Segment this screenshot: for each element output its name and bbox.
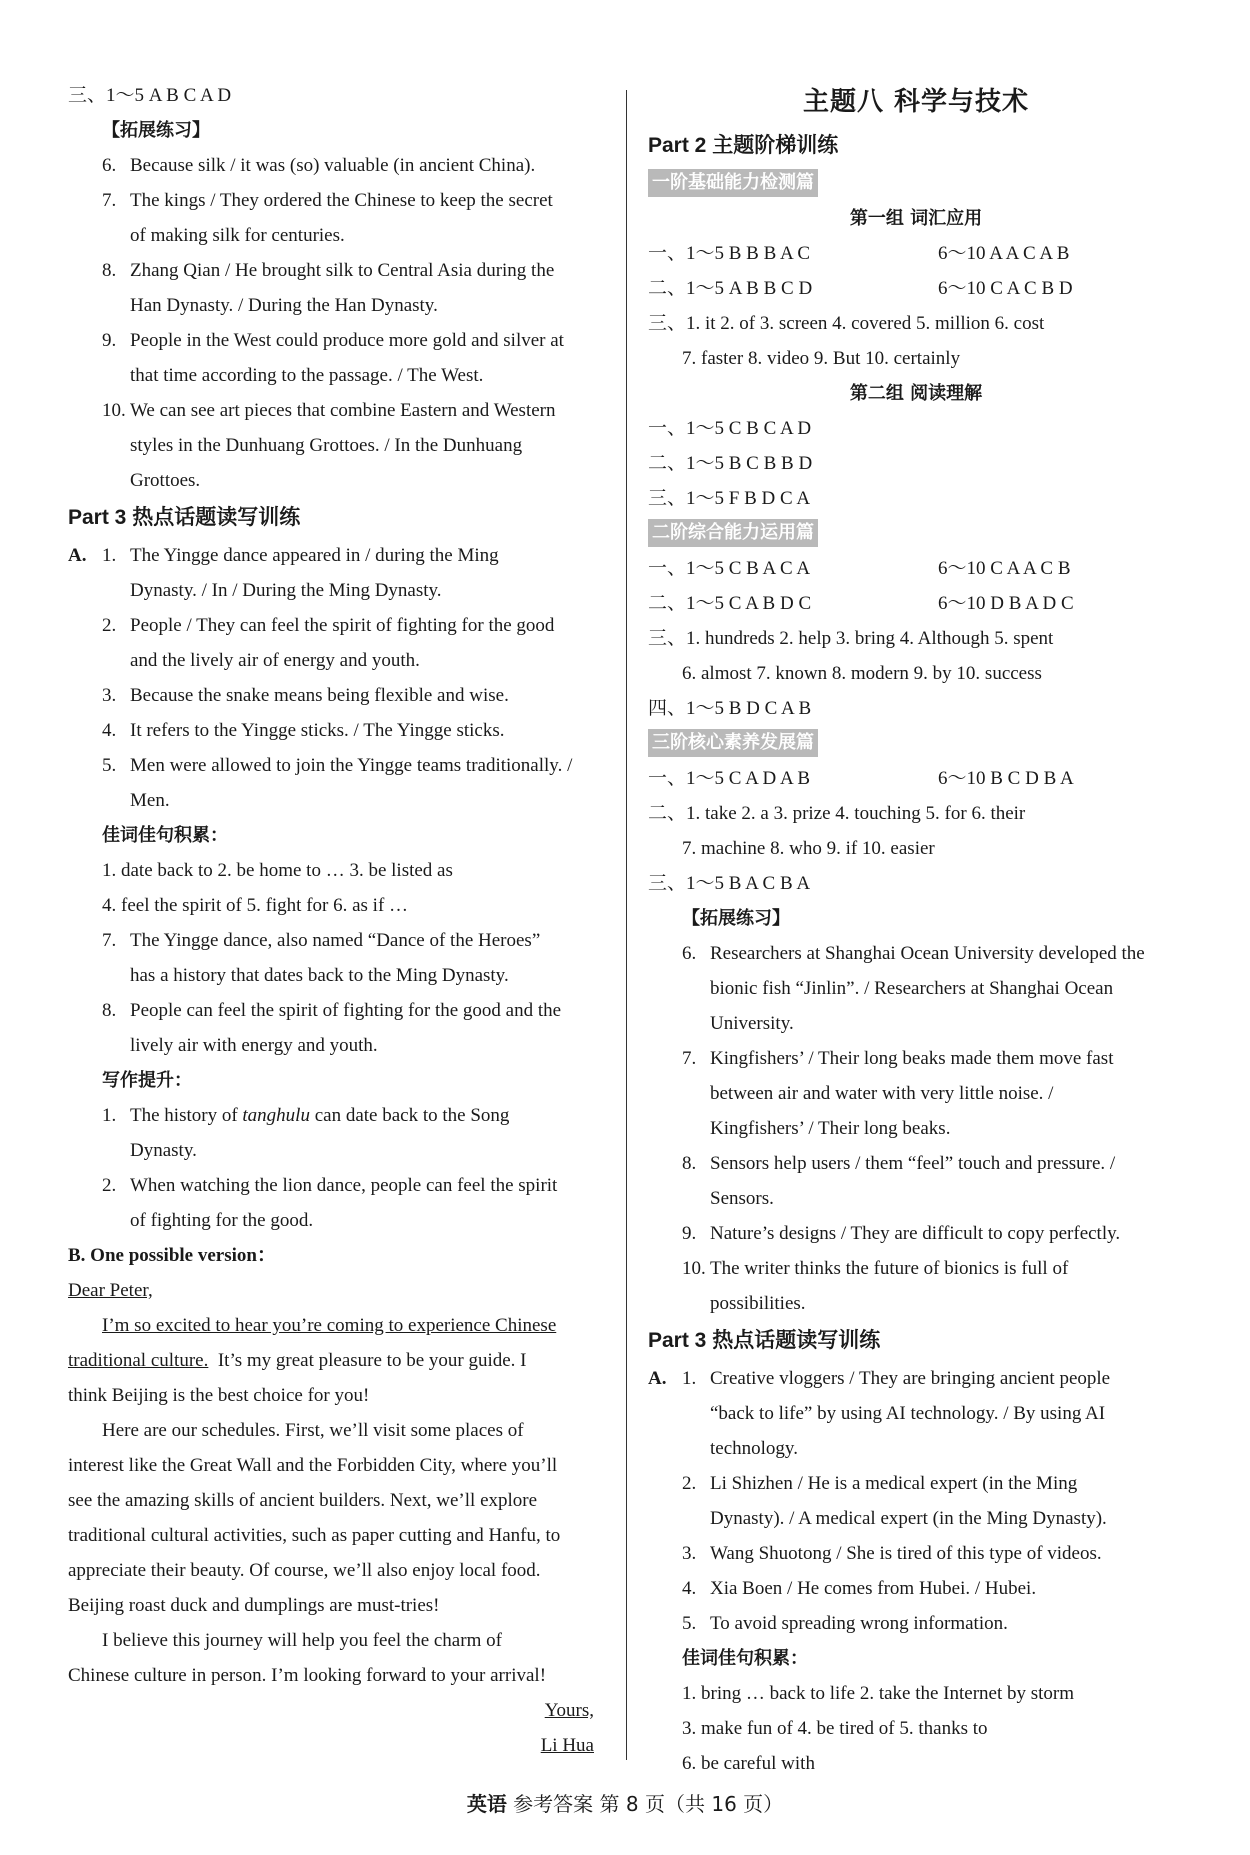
item-text: The Yingge dance, also named “Dance of the Heroes”	[130, 930, 541, 951]
section-label: 【拓展练习】	[102, 120, 210, 141]
item-line	[68, 1133, 604, 1168]
answer-a: 一、1～5 C A D A B	[648, 768, 811, 789]
item-text: People / They can feel the spirit of fighting for the good	[130, 615, 555, 636]
group-title: 第二组 阅读理解	[849, 383, 983, 404]
letter-line: Here are our schedules. First, we’ll visit some places of	[102, 1420, 524, 1441]
letter-line: traditional cultural activities, such as paper cutting and Hanfu, to	[68, 1525, 561, 1546]
item-text: To avoid spreading wrong information.	[710, 1613, 1008, 1634]
item-line	[68, 748, 604, 783]
item-line	[648, 1466, 1184, 1501]
item-line	[68, 463, 604, 498]
item-line	[68, 323, 604, 358]
answer-b: 6～10 C A A C B	[938, 558, 1071, 579]
letter-closing: Yours,	[544, 1700, 594, 1721]
item-line	[68, 1203, 604, 1238]
answer-b: 6～10 C A C B D	[938, 278, 1073, 299]
item-text: Li Shizhen / He is a medical expert (in the Ming	[710, 1473, 1078, 1494]
item-number: 1.	[102, 1105, 117, 1126]
phrase-line: 1. bring … back to life 2. take the Internet by storm	[682, 1683, 1075, 1704]
item-line	[68, 428, 604, 463]
item-text: Men were allowed to join the Yingge teams traditionally. /	[130, 755, 573, 776]
item-text: Men.	[130, 790, 170, 811]
item-line	[68, 358, 604, 393]
item-number: 6.	[102, 155, 117, 176]
item-text: that time according to the passage. / The West.	[130, 365, 484, 386]
item-text: The kings / They ordered the Chinese to keep the secret	[130, 190, 553, 211]
item-text: Wang Shuotong / She is tired of this type of videos.	[710, 1543, 1102, 1564]
text-part: can date back to the Song	[309, 1105, 510, 1126]
item-text: Because silk / it was (so) valuable (in ancient China).	[130, 155, 536, 176]
answer-a: 二、1～5 A B B C D	[648, 278, 813, 299]
item-text: People in the West could produce more gold and silver at	[130, 330, 564, 351]
section-label: 佳词佳句积累：	[102, 825, 228, 846]
item-text: between air and water with very little noise. /	[710, 1083, 1054, 1104]
footer-page-info: 参考答案 第 8 页（共 16 页）	[506, 1792, 784, 1816]
section-heading: B. One possible version：	[68, 1245, 276, 1266]
item-line	[68, 958, 604, 993]
answer-line: 三、1. it 2. of 3. screen 4. covered 5. million 6. cost	[648, 313, 1045, 334]
item-line	[648, 1501, 1184, 1536]
item-line	[648, 1111, 1184, 1146]
item-line	[648, 1396, 1184, 1431]
item-line	[68, 573, 604, 608]
letter-line: appreciate their beauty. Of course, we’ll also enjoy local food.	[68, 1560, 541, 1581]
item-text: Kingfishers’ / Their long beaks made them move fast	[710, 1048, 1114, 1069]
item-line	[648, 1006, 1184, 1041]
item-text: Sensors.	[710, 1188, 774, 1209]
answer-line	[648, 271, 1184, 306]
item-line	[648, 936, 1184, 971]
item-text: Kingfishers’ / Their long beaks.	[710, 1118, 951, 1139]
item-text	[130, 1168, 557, 1203]
item-text: of making silk for centuries.	[130, 225, 345, 246]
phrase-line: 1. date back to 2. be home to … 3. be listed as	[102, 860, 453, 881]
item-number: 9.	[682, 1223, 697, 1244]
item-line	[648, 1606, 1184, 1641]
item-line	[648, 1041, 1184, 1076]
item-line	[648, 1181, 1184, 1216]
item-line	[648, 1431, 1184, 1466]
item-number: 3.	[102, 685, 117, 706]
phrase-line: 6. be careful with	[682, 1753, 815, 1774]
section-heading: Part 3 热点话题读写训练	[68, 506, 301, 529]
answer-line: 一、1～5 C B C A D	[648, 418, 812, 439]
section-heading: Part 2 主题阶梯训练	[648, 134, 839, 157]
item-line	[68, 538, 604, 573]
letter-line: I’m so excited to hear you’re coming to experience Chinese	[102, 1315, 557, 1336]
item-number: 5.	[102, 755, 117, 776]
item-line	[648, 1076, 1184, 1111]
item-number: 7.	[102, 930, 117, 951]
item-number: 3.	[682, 1543, 697, 1564]
item-number: 8.	[102, 1000, 117, 1021]
answer-line: 三、1～5 F B D C A	[648, 488, 811, 509]
item-number: 4.	[102, 720, 117, 741]
item-line	[68, 643, 604, 678]
item-text: The Yingge dance appeared in / during the Ming	[130, 545, 499, 566]
letter-line: I believe this journey will help you feel the charm of	[102, 1630, 502, 1651]
answer-line: 7. machine 8. who 9. if 10. easier	[682, 838, 935, 859]
column-divider	[626, 90, 627, 1760]
item-text: Creative vloggers / They are bringing ancient people	[710, 1368, 1111, 1389]
phrase-accumulation	[68, 853, 604, 1063]
item-line	[68, 148, 604, 183]
item-text: People can feel the spirit of fighting for the good and the	[130, 1000, 562, 1021]
answer-line	[648, 586, 1184, 621]
item-text: Dynasty. / In / During the Ming Dynasty.	[130, 580, 442, 601]
item-text: University.	[710, 1013, 794, 1034]
item-line	[68, 993, 604, 1028]
band-row	[648, 726, 1184, 761]
text-part: The history of	[130, 1105, 243, 1126]
letter-greeting: Dear Peter,	[68, 1280, 153, 1301]
item-text: The writer thinks the future of bionics is full of	[710, 1258, 1069, 1279]
level-band: 三阶核心素养发展篇	[648, 729, 818, 757]
item-line	[68, 1098, 604, 1133]
item-text: Nature’s designs / They are difficult to copy perfectly.	[710, 1223, 1121, 1244]
item-line	[648, 1251, 1184, 1286]
letter-signature: Li Hua	[540, 1735, 594, 1756]
answer-line: 四、1～5 B D C A B	[648, 698, 812, 719]
section-label: 佳词佳句积累：	[682, 1648, 808, 1669]
item-line	[68, 288, 604, 323]
item-number: 10.	[102, 400, 126, 421]
item-text: styles in the Dunhuang Grottoes. / In the Dunhuang	[130, 435, 523, 456]
theme-title: 主题八 科学与技术	[802, 87, 1030, 117]
section-heading: Part 3 热点话题读写训练	[648, 1329, 881, 1352]
letter-line: interest like the Great Wall and the Forbidden City, where you’ll	[68, 1455, 558, 1476]
item-line	[648, 1286, 1184, 1321]
item-line	[68, 253, 604, 288]
item-text: We can see art pieces that combine Eastern and Western	[130, 400, 556, 421]
item-line	[68, 1028, 604, 1063]
item-text: Dynasty.	[130, 1140, 197, 1161]
letter-line: see the amazing skills of ancient builders. Next, we’ll explore	[68, 1490, 538, 1511]
answer-b: 6～10 B C D B A	[938, 768, 1074, 789]
item-text: “back to life” by using AI technology. / By using AI	[710, 1403, 1106, 1424]
answer-line	[648, 551, 1184, 586]
item-line	[68, 783, 604, 818]
item-prefix: A.	[648, 1368, 667, 1389]
item-text	[130, 1098, 509, 1133]
answer-line: 三、1. hundreds 2. help 3. bring 4. Although 5. spent	[648, 628, 1054, 649]
letter-line: Chinese culture in person. I’m looking forward to your arrival!	[68, 1665, 547, 1686]
item-number: 4.	[682, 1578, 697, 1599]
band-row	[648, 516, 1184, 551]
level-band: 一阶基础能力检测篇	[648, 169, 818, 197]
answer-a: 一、1～5 B B B A C	[648, 243, 811, 264]
letter-line: traditional culture. It’s my great pleasure to be your guide. I	[68, 1350, 527, 1371]
item-text: possibilities.	[710, 1293, 806, 1314]
item-number: 7.	[102, 190, 117, 211]
item-text: Grottoes.	[130, 470, 201, 491]
item-line	[68, 713, 604, 748]
item-number: 2.	[102, 1175, 117, 1196]
section-label: 写作提升：	[102, 1070, 192, 1091]
letter-line: think Beijing is the best choice for you!	[68, 1385, 370, 1406]
item-line	[68, 678, 604, 713]
item-text: Dynasty). / A medical expert (in the Ming Dynasty).	[710, 1508, 1107, 1529]
left-column	[68, 78, 604, 1763]
item-line	[68, 608, 604, 643]
item-number: 2.	[682, 1473, 697, 1494]
answer-line	[648, 236, 1184, 271]
item-prefix: A.	[68, 545, 87, 566]
item-line	[68, 1168, 604, 1203]
sample-letter	[68, 1273, 604, 1763]
item-text: Han Dynasty. / During the Han Dynasty.	[130, 295, 438, 316]
item-number: 1.	[102, 545, 117, 566]
text-part: When watching the lion dance, people can feel the spirit	[130, 1175, 558, 1196]
part3-a-answers	[68, 538, 604, 818]
phrase-line: 3. make fun of 4. be tired of 5. thanks to	[682, 1718, 988, 1739]
group-title: 第一组 词汇应用	[849, 208, 983, 229]
letter-line: Beijing roast duck and dumplings are must-tries!	[68, 1595, 440, 1616]
item-line	[68, 183, 604, 218]
item-number: 9.	[102, 330, 117, 351]
item-line	[648, 1571, 1184, 1606]
page-footer	[0, 1788, 1250, 1817]
item-text: Zhang Qian / He brought silk to Central Asia during the	[130, 260, 555, 281]
item-text: has a history that dates back to the Ming Dynasty.	[130, 965, 509, 986]
item-line	[68, 393, 604, 428]
item-number: 8.	[102, 260, 117, 281]
item-text: It refers to the Yingge sticks. / The Yingge sticks.	[130, 720, 505, 741]
item-text: bionic fish “Jinlin”. / Researchers at Shanghai Ocean	[710, 978, 1114, 999]
item-text: technology.	[710, 1438, 798, 1459]
answer-b: 6～10 A A C A B	[938, 243, 1070, 264]
answer-b: 6～10 D B A D C	[938, 593, 1074, 614]
answer-line: 7. faster 8. video 9. But 10. certainly	[682, 348, 961, 369]
item-number: 6.	[682, 943, 697, 964]
answer-line: 二、1. take 2. a 3. prize 4. touching 5. for 6. their	[648, 803, 1026, 824]
item-text: of fighting for the good.	[130, 1210, 314, 1231]
writing-improvement	[68, 1098, 604, 1238]
item-number: 5.	[682, 1613, 697, 1634]
section-label: 【拓展练习】	[682, 908, 790, 929]
answer-line: 三、1～5 A B C A D	[68, 85, 232, 106]
answer-line: 6. almost 7. known 8. modern 9. by 10. success	[682, 663, 1042, 684]
right-column	[648, 78, 1184, 1781]
item-line	[648, 1146, 1184, 1181]
item-line	[68, 218, 604, 253]
item-line	[648, 1361, 1184, 1396]
answer-line: 二、1～5 B C B B D	[648, 453, 813, 474]
answer-line: 三、1～5 B A C B A	[648, 873, 811, 894]
extension-exercises	[68, 148, 604, 498]
item-number: 2.	[102, 615, 117, 636]
item-text: Because the snake means being flexible and wise.	[130, 685, 509, 706]
item-text: lively air with energy and youth.	[130, 1035, 378, 1056]
item-line	[648, 1216, 1184, 1251]
answer-line	[648, 761, 1184, 796]
item-line	[648, 1536, 1184, 1571]
item-number: 8.	[682, 1153, 697, 1174]
footer-subject: 英语	[466, 1792, 507, 1816]
item-text: Researchers at Shanghai Ocean University developed the	[710, 943, 1145, 964]
item-text: and the lively air of energy and youth.	[130, 650, 420, 671]
answer-a: 二、1～5 C A B D C	[648, 593, 812, 614]
band-row	[648, 166, 1184, 201]
item-number: 10.	[682, 1258, 706, 1279]
item-text: Xia Boen / He comes from Hubei. / Hubei.	[710, 1578, 1037, 1599]
item-number: 1.	[682, 1368, 697, 1389]
item-text: Sensors help users / them “feel” touch and pressure. /	[710, 1153, 1116, 1174]
text-italic: tanghulu	[242, 1105, 310, 1126]
phrase-line: 4. feel the spirit of 5. fight for 6. as if …	[102, 895, 409, 916]
answer-a: 一、1～5 C B A C A	[648, 558, 811, 579]
item-number: 7.	[682, 1048, 697, 1069]
item-line	[68, 923, 604, 958]
level-band: 二阶综合能力运用篇	[648, 519, 818, 547]
item-line	[648, 971, 1184, 1006]
